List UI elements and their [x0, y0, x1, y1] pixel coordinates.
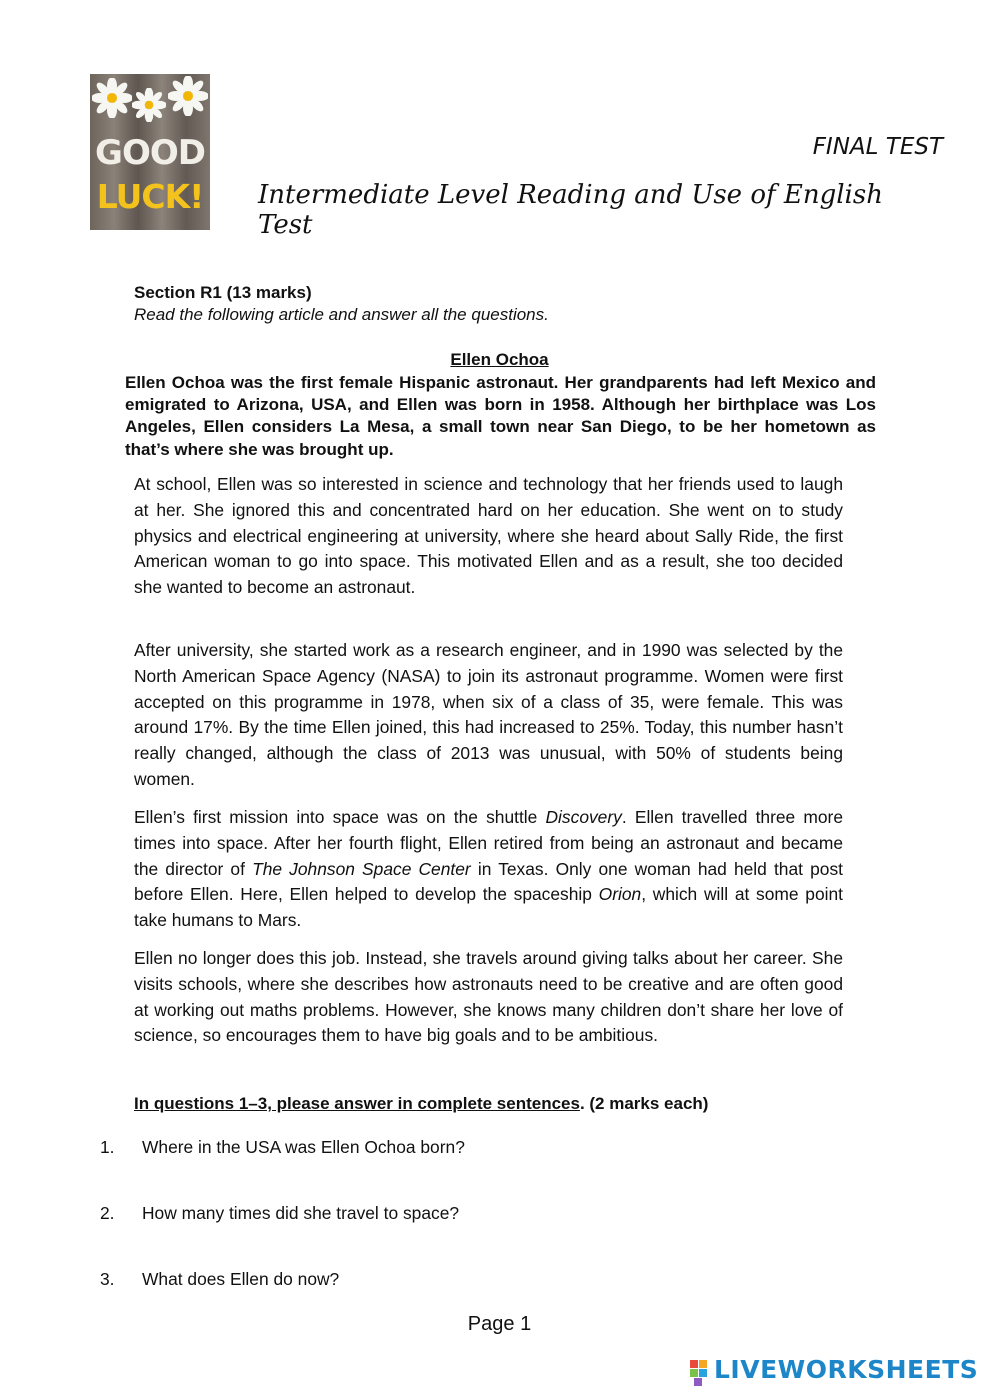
- questions-instruction-underlined: In questions 1–3, please answer in complete sentences: [134, 1094, 580, 1113]
- brand-logo-icon: [699, 1369, 707, 1377]
- good-luck-logo: [90, 74, 210, 230]
- question-text: Where in the USA was Ellen Ochoa born?: [142, 1137, 465, 1157]
- brand-logo-icon: [699, 1360, 707, 1368]
- logo-text-good: GOOD: [95, 133, 205, 173]
- question-number: 2.: [100, 1203, 115, 1223]
- section-instructions: Read the following article and answer all the questions.: [134, 305, 549, 324]
- daisy-icon: [92, 78, 132, 118]
- spaceship-name: Orion: [598, 884, 642, 905]
- page-number: Page 1: [467, 1313, 532, 1335]
- space-center-name: The Johnson Space Center: [252, 858, 471, 879]
- questions-instruction-marks: . (2 marks each): [579, 1094, 709, 1113]
- brand-name: LIVEWORKSHEETS: [714, 1355, 979, 1384]
- article-paragraph: After university, she started work as a research engineer, and in 1990 was selected by the North American Space Agency (NASA) to join its astronaut programme. Women were first accepted on this programme in 1978, when six of a class of 35, were female. This was around 17%. By the time Ellen joined, this had increased to 25%. Today, this number hasn’t really changed, although the class of 2013 was unusual, with 50% of students being women.: [134, 640, 843, 789]
- question-number: 1.: [100, 1137, 115, 1157]
- paragraph-text: , which will at some point take humans to Mars.: [134, 884, 844, 931]
- question-item: [100, 1269, 339, 1290]
- question-item: [100, 1203, 459, 1224]
- section-title: Section R1 (13 marks): [134, 283, 312, 302]
- brand-logo-icon: [694, 1378, 702, 1386]
- question-number: 3.: [100, 1269, 115, 1289]
- shuttle-name: Discovery: [545, 807, 622, 827]
- article-paragraph: Ellen no longer does this job. Instead, she travels around giving talks about her career. She visits schools, where she describes how astronauts need to be creative and are often good at working out maths problems. However, she knows many children don’t share her love of science, so encourages them to have big goals and to be ambitious.: [134, 948, 843, 1046]
- brand-logo-icon: [690, 1369, 698, 1377]
- paragraph-text: in Texas. Only one woman had held that post before Ellen. Here, Ellen helped to develop the spaceship: [134, 858, 843, 905]
- article-title: Ellen Ochoa: [450, 350, 549, 369]
- daisy-icon: [132, 88, 166, 122]
- daisy-icon: [168, 76, 208, 116]
- page-title: Intermediate Level Reading and Use of English Test: [258, 180, 883, 240]
- questions-instruction: [134, 1094, 708, 1114]
- article-paragraph: [134, 805, 843, 934]
- brand-logo-icon: [690, 1360, 698, 1368]
- question-text: How many times did she travel to space?: [142, 1203, 460, 1223]
- paragraph-text: . Ellen travelled three more times into space. After her fourth flight, Ellen retired from being an astronaut and became the director of: [134, 807, 843, 879]
- article-intro: Ellen Ochoa was the first female Hispanic astronaut. Her grandparents had left Mexico and emigrated to Arizona, USA, and Ellen was born in 1958. Although her birthplace was Los Angeles, Ellen considers La Mesa, a small town near San Diego, to be her hometown as that’s where she was brought up.: [125, 373, 876, 459]
- article-paragraph: At school, Ellen was so interested in science and technology that her friends used to laugh at her. She ignored this and concentrated hard on her education. She went on to study physics and electrical engineering at university, where she heard about Sally Ride, the first American woman to go into space. This motivated Ellen and as a result, she too decided she wanted to become an astronaut.: [134, 474, 843, 598]
- paragraph-text: Ellen’s first mission into space was on the shuttle: [134, 807, 546, 827]
- test-label: FINAL TEST: [812, 134, 943, 160]
- liveworksheets-brand: [690, 1354, 990, 1386]
- logo-text-luck: LUCK!: [96, 177, 204, 216]
- question-item: [100, 1137, 465, 1158]
- question-text: What does Ellen do now?: [142, 1269, 340, 1289]
